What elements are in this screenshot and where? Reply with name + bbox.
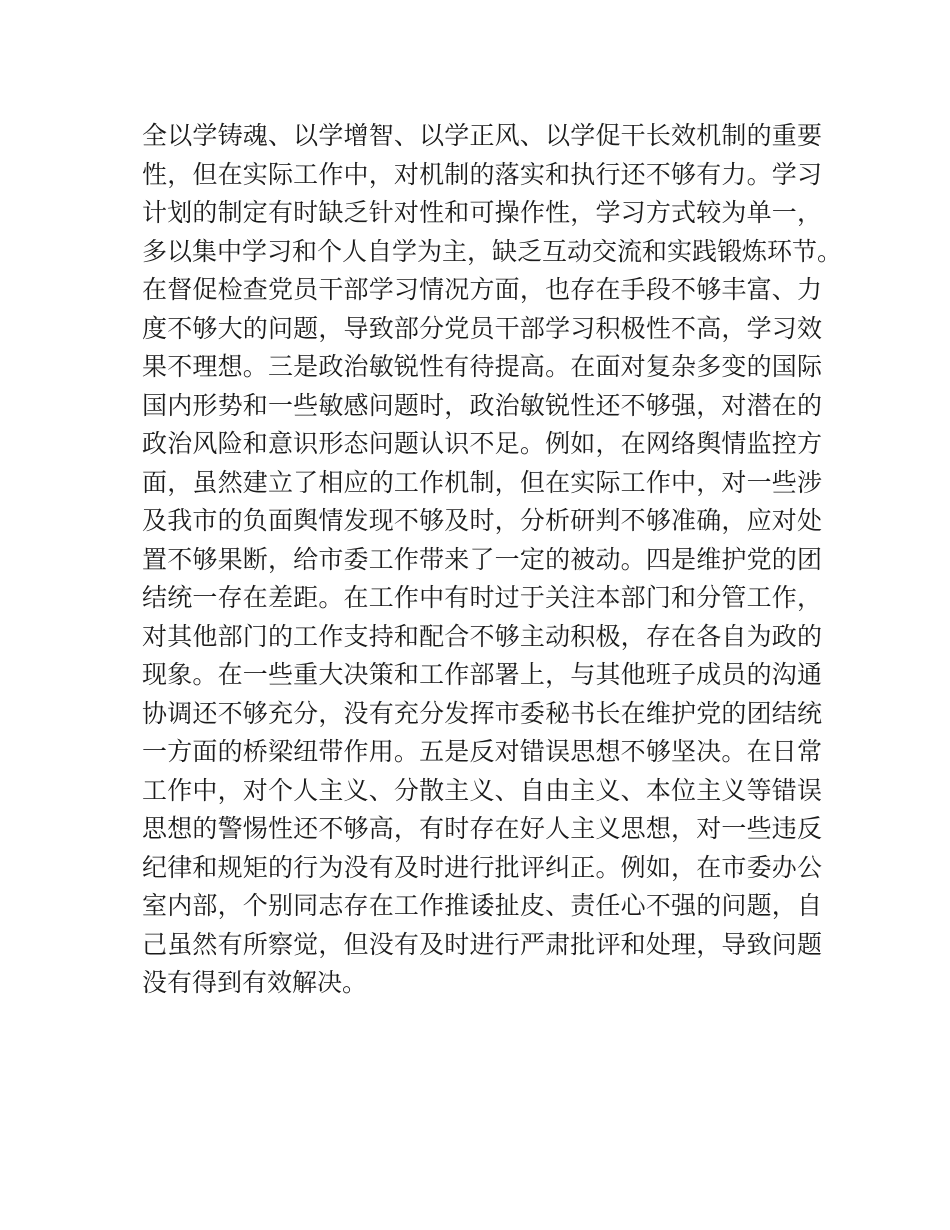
text-line-15: 现象。在一些重大决策和工作部署上，与其他班子成员的沟通 — [142, 660, 822, 689]
text-line-4: 多以集中学习和个人自学为主，缺乏互动交流和实践锻炼环节。 — [142, 236, 843, 266]
text-line-14: 对其他部门的工作支持和配合不够主动积极，存在各自为政的 — [142, 621, 822, 651]
text-line-2: 性，但在实际工作中，对机制的落实和执行还不够有力。学习 — [142, 159, 822, 189]
text-line-19: 思想的警惕性还不够高，有时存在好人主义思想，对一些违反 — [142, 814, 822, 843]
text-line-22: 己虽然有所察觉，但没有及时进行严肃批评和处理，导致问题 — [142, 929, 822, 959]
text-line-17: 一方面的桥梁纽带作用。五是反对错误思想不够坚决。在日常 — [142, 737, 822, 766]
text-line-9: 政治风险和意识形态问题认识不足。例如，在网络舆情监控方 — [142, 429, 822, 458]
text-line-11: 及我市的负面舆情发现不够及时，分析研判不够准确，应对处 — [142, 506, 822, 535]
text-line-20: 纪律和规矩的行为没有及时进行批评纠正。例如，在市委办公 — [142, 852, 822, 882]
text-line-16: 协调还不够充分，没有充分发挥市委秘书长在维护党的团结统 — [142, 698, 822, 728]
text-line-5: 在督促检查党员干部学习情况方面，也存在手段不够丰富、力 — [142, 275, 822, 304]
text-line-18: 工作中，对个人主义、分散主义、自由主义、本位主义等错误 — [142, 775, 822, 805]
text-line-23: 没有得到有效解决。 — [142, 968, 368, 997]
text-line-10: 面，虽然建立了相应的工作机制，但在实际工作中，对一些涉 — [142, 467, 822, 497]
text-line-3: 计划的制定有时缺乏针对性和可操作性，学习方式较为单一， — [142, 198, 822, 227]
text-line-1: 全以学铸魂、以学增智、以学正风、以学促干长效机制的重要 — [142, 121, 822, 150]
text-line-21: 室内部，个别同志存在工作推诿扯皮、责任心不强的问题，自 — [142, 891, 822, 920]
text-line-7: 果不理想。三是政治敏锐性有待提高。在面对复杂多变的国际 — [142, 352, 822, 381]
text-line-12: 置不够果断，给市委工作带来了一定的被动。四是维护党的团 — [142, 544, 822, 574]
body-paragraph — [142, 117, 843, 1003]
text-line-13: 结统一存在差距。在工作中有时过于关注本部门和分管工作， — [142, 583, 822, 612]
text-line-6: 度不够大的问题，导致部分党员干部学习积极性不高，学习效 — [142, 313, 822, 343]
text-line-8: 国内形势和一些敏感问题时，政治敏锐性还不够强，对潜在的 — [142, 390, 822, 420]
